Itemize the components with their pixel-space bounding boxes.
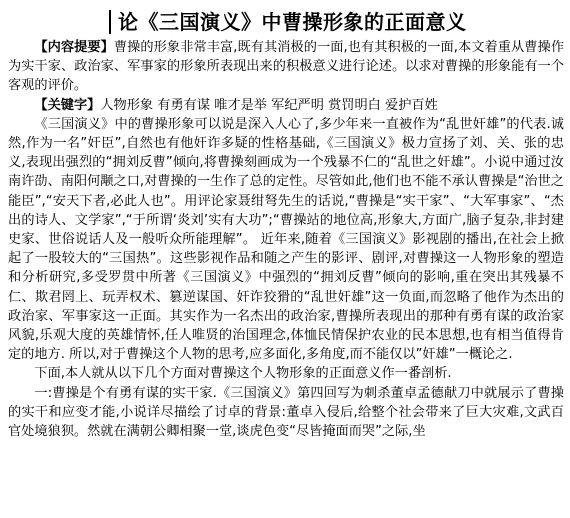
abstract-label: 【内容提要】 [34, 40, 114, 55]
body-paragraph-3: 一:曹操是个有勇有谋的实干家.《三国演义》第四回写为刺杀董卓孟德献刀中就展示了曹操的实干和应变才能,小说详尽描绘了讨卓的背景:董卓入侵后,给整个社会带来了巨大灾难,文武百官处境狼狈。然就在满朝公卿相聚一堂,谈虎色变“尽皆掩面而哭”之际,坐 [8, 385, 564, 440]
body-paragraph-2: 下面,本人就从以下几个方面对曹操这个人物形象的正面意义作一番剖析. [34, 366, 452, 382]
keywords-text: 人物形象 有勇有谋 唯才是举 军纪严明 赏罚明白 爱护百姓 [100, 97, 438, 113]
text-cursor [109, 10, 111, 34]
body-paragraph-1: 《三国演义》中的曹操形象可以说是深入人心了,多少年来一直被作为“乱世奸雄”的代表.诚然,作为一名”奸臣”,自然也有他奸诈多疑的性格基础,《三国演义》极力宣扬了刘、关、张的忠义,表现出强烈的“拥刘反曹”倾向,将曹操刻画成为一个残暴不仁的“乱世之奸雄”。小说中通过汝南许劭、南阳何颙之口,对曹操的一生作了总的定性。尽管如此,他们也不能不承认曹操是“治世之能臣”,“安天下者,必此人也”。用评论家聂绀弩先生的话说,“曹操是“实干家”、“大军事家”、“杰出的诗人、文学家”,“于所谓‘炎刘’实有大功”;“曹操站的地位高,形象大,方面广,脑子复杂,非封建史家、世俗说话人及一般听众所能理解”。 近年来,随着《三国演义》影视剧的播出,在社会上掀起了一股较大的“三国热”。这些影视作品和随之产生的影评、剧评,对曹操这一人物形象的塑造和分析研究,多受罗贯中所著《三国演义》中强烈的“拥刘反曹”倾向的影响,重在突出其残暴不仁、欺君罔上、玩弄权术、篡逆谋国、奸诈狡猾的“乱世奸雄”这一负面,而忽略了他作为杰出的政治家、军事家这一正面。其实作为一名杰出的政治家,曹操所表现出的那种有勇有谋的政治家风貌,乐观大度的英雄情怀,任人唯贤的治国理念,体恤民情保护农业的民本思想,也有相当值得肯定的地方. 所以,对于曹操这个人物的思考,应多面化,多角度,而不能仅以”奸雄”一概论之. [8, 116, 564, 363]
title-row [8, 8, 564, 38]
keywords-paragraph [8, 96, 564, 115]
document-title: 论《三国演义》中曹操形象的正面意义 [118, 10, 467, 34]
abstract-text: 曹操的形象非常丰富,既有其消极的一面,也有其积极的一面,本文着重从曹操作为实干家、政治家、军事家的形象所表现出来的积极意义进行论述。以求对曹操的形象能有一个客观的评价。 [8, 40, 565, 94]
abstract-paragraph [8, 38, 564, 96]
keywords-label: 【关键字】 [34, 97, 101, 113]
document-body [8, 38, 564, 441]
